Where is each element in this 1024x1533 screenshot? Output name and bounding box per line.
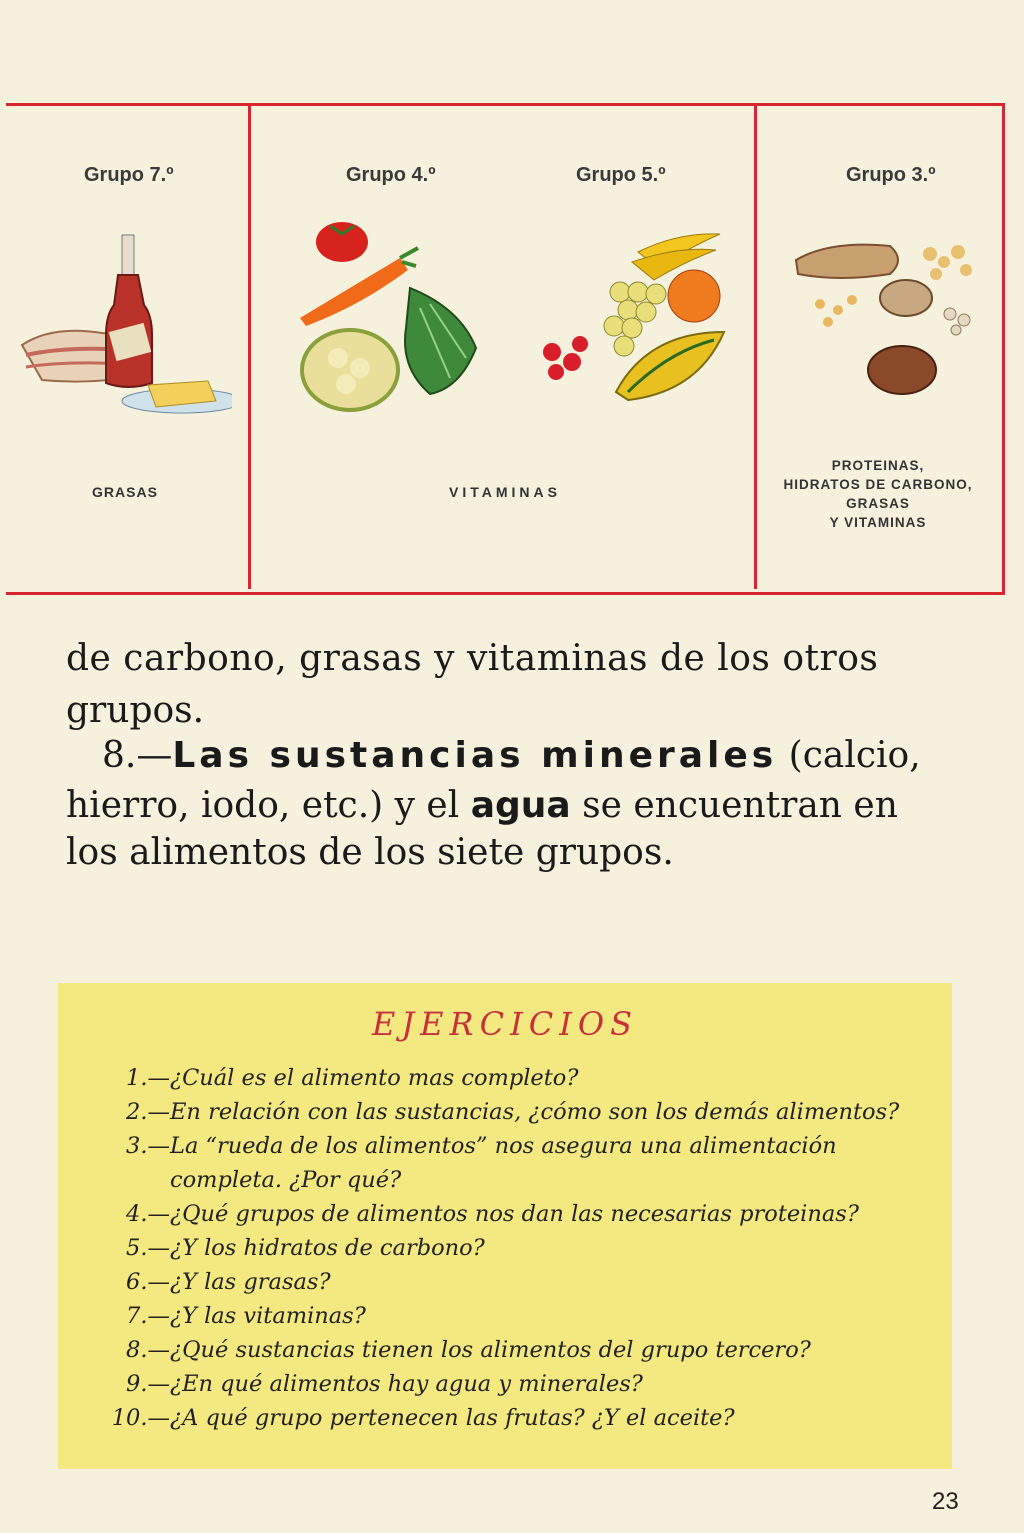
exercise-question [102, 1401, 932, 1435]
question-text: La “rueda de los alimentos” nos asegura una alimentación completa. ¿Por qué? [170, 1133, 837, 1193]
group-3-caption: PROTEINAS, HIDRATOS DE CARBONO, GRASAS Y VITAMINAS [783, 458, 973, 530]
question-text: ¿Y las vitaminas? [170, 1303, 366, 1329]
question-number: 2.— [126, 1099, 170, 1125]
body-text: (calcio, [777, 735, 921, 776]
exercise-question [102, 1231, 932, 1265]
exercise-question [102, 1299, 932, 1333]
key-term: Las sustancias minerales [172, 735, 778, 776]
exercises-box [58, 983, 952, 1469]
group-5-title: Grupo 5.º [576, 164, 666, 186]
group-4-5-caption: VITAMINAS [449, 484, 561, 500]
exercise-question [102, 1333, 932, 1367]
question-text: ¿Y los hidratos de carbono? [170, 1235, 485, 1261]
frame-divider [248, 103, 251, 589]
body-text: hierro, iodo, etc.) y el [66, 785, 471, 826]
question-number: 5.— [126, 1235, 170, 1261]
question-text: ¿En qué alimentos hay agua y minerales? [170, 1371, 643, 1397]
question-text: ¿Qué sustancias tienen los alimentos del grupo tercero? [170, 1337, 811, 1363]
question-number: 10.— [111, 1405, 170, 1431]
item-8-heading [66, 735, 966, 776]
question-number: 6.— [126, 1269, 170, 1295]
body-line: los alimentos de los siete grupos. [66, 832, 674, 873]
body-line: grupos. [66, 690, 205, 731]
exercise-question [102, 1129, 932, 1197]
question-number: 1.— [126, 1065, 170, 1091]
exercise-question [102, 1367, 932, 1401]
exercise-question [102, 1265, 932, 1299]
exercise-question [102, 1061, 932, 1095]
question-number: 4.— [126, 1201, 170, 1227]
question-text: ¿A qué grupo pertenecen las frutas? ¿Y el aceite? [170, 1405, 735, 1431]
page-number: 23 [932, 1488, 959, 1515]
item-number: 8.— [102, 735, 173, 776]
fruits-illustration [528, 222, 738, 422]
question-number: 8.— [126, 1337, 170, 1363]
body-text: se encuentran en [570, 785, 898, 826]
question-text: ¿Qué grupos de alimentos nos dan las necesarias proteinas? [170, 1201, 859, 1227]
group-3-title: Grupo 3.º [846, 164, 936, 186]
exercise-question [102, 1095, 932, 1129]
question-text: ¿Cuál es el alimento mas completo? [170, 1065, 579, 1091]
group-4-title: Grupo 4.º [346, 164, 436, 186]
question-number: 7.— [126, 1303, 170, 1329]
question-text: En relación con las sustancias, ¿cómo son los demás alimentos? [170, 1099, 900, 1125]
exercises-title: EJERCICIOS [371, 1005, 639, 1043]
body-line [66, 785, 966, 826]
exercises-list [102, 1061, 932, 1435]
group-7-title: Grupo 7.º [84, 164, 174, 186]
question-text: ¿Y las grasas? [170, 1269, 331, 1295]
question-number: 3.— [126, 1133, 170, 1159]
fats-illustration [12, 215, 232, 425]
question-number: 9.— [126, 1371, 170, 1397]
legumes-illustration [780, 230, 990, 400]
key-term: agua [470, 785, 571, 826]
body-line: de carbono, grasas y vitaminas de los otros [66, 638, 879, 679]
group-7-caption: GRASAS [92, 484, 158, 500]
vegetables-illustration [290, 218, 500, 418]
exercise-question [102, 1197, 932, 1231]
